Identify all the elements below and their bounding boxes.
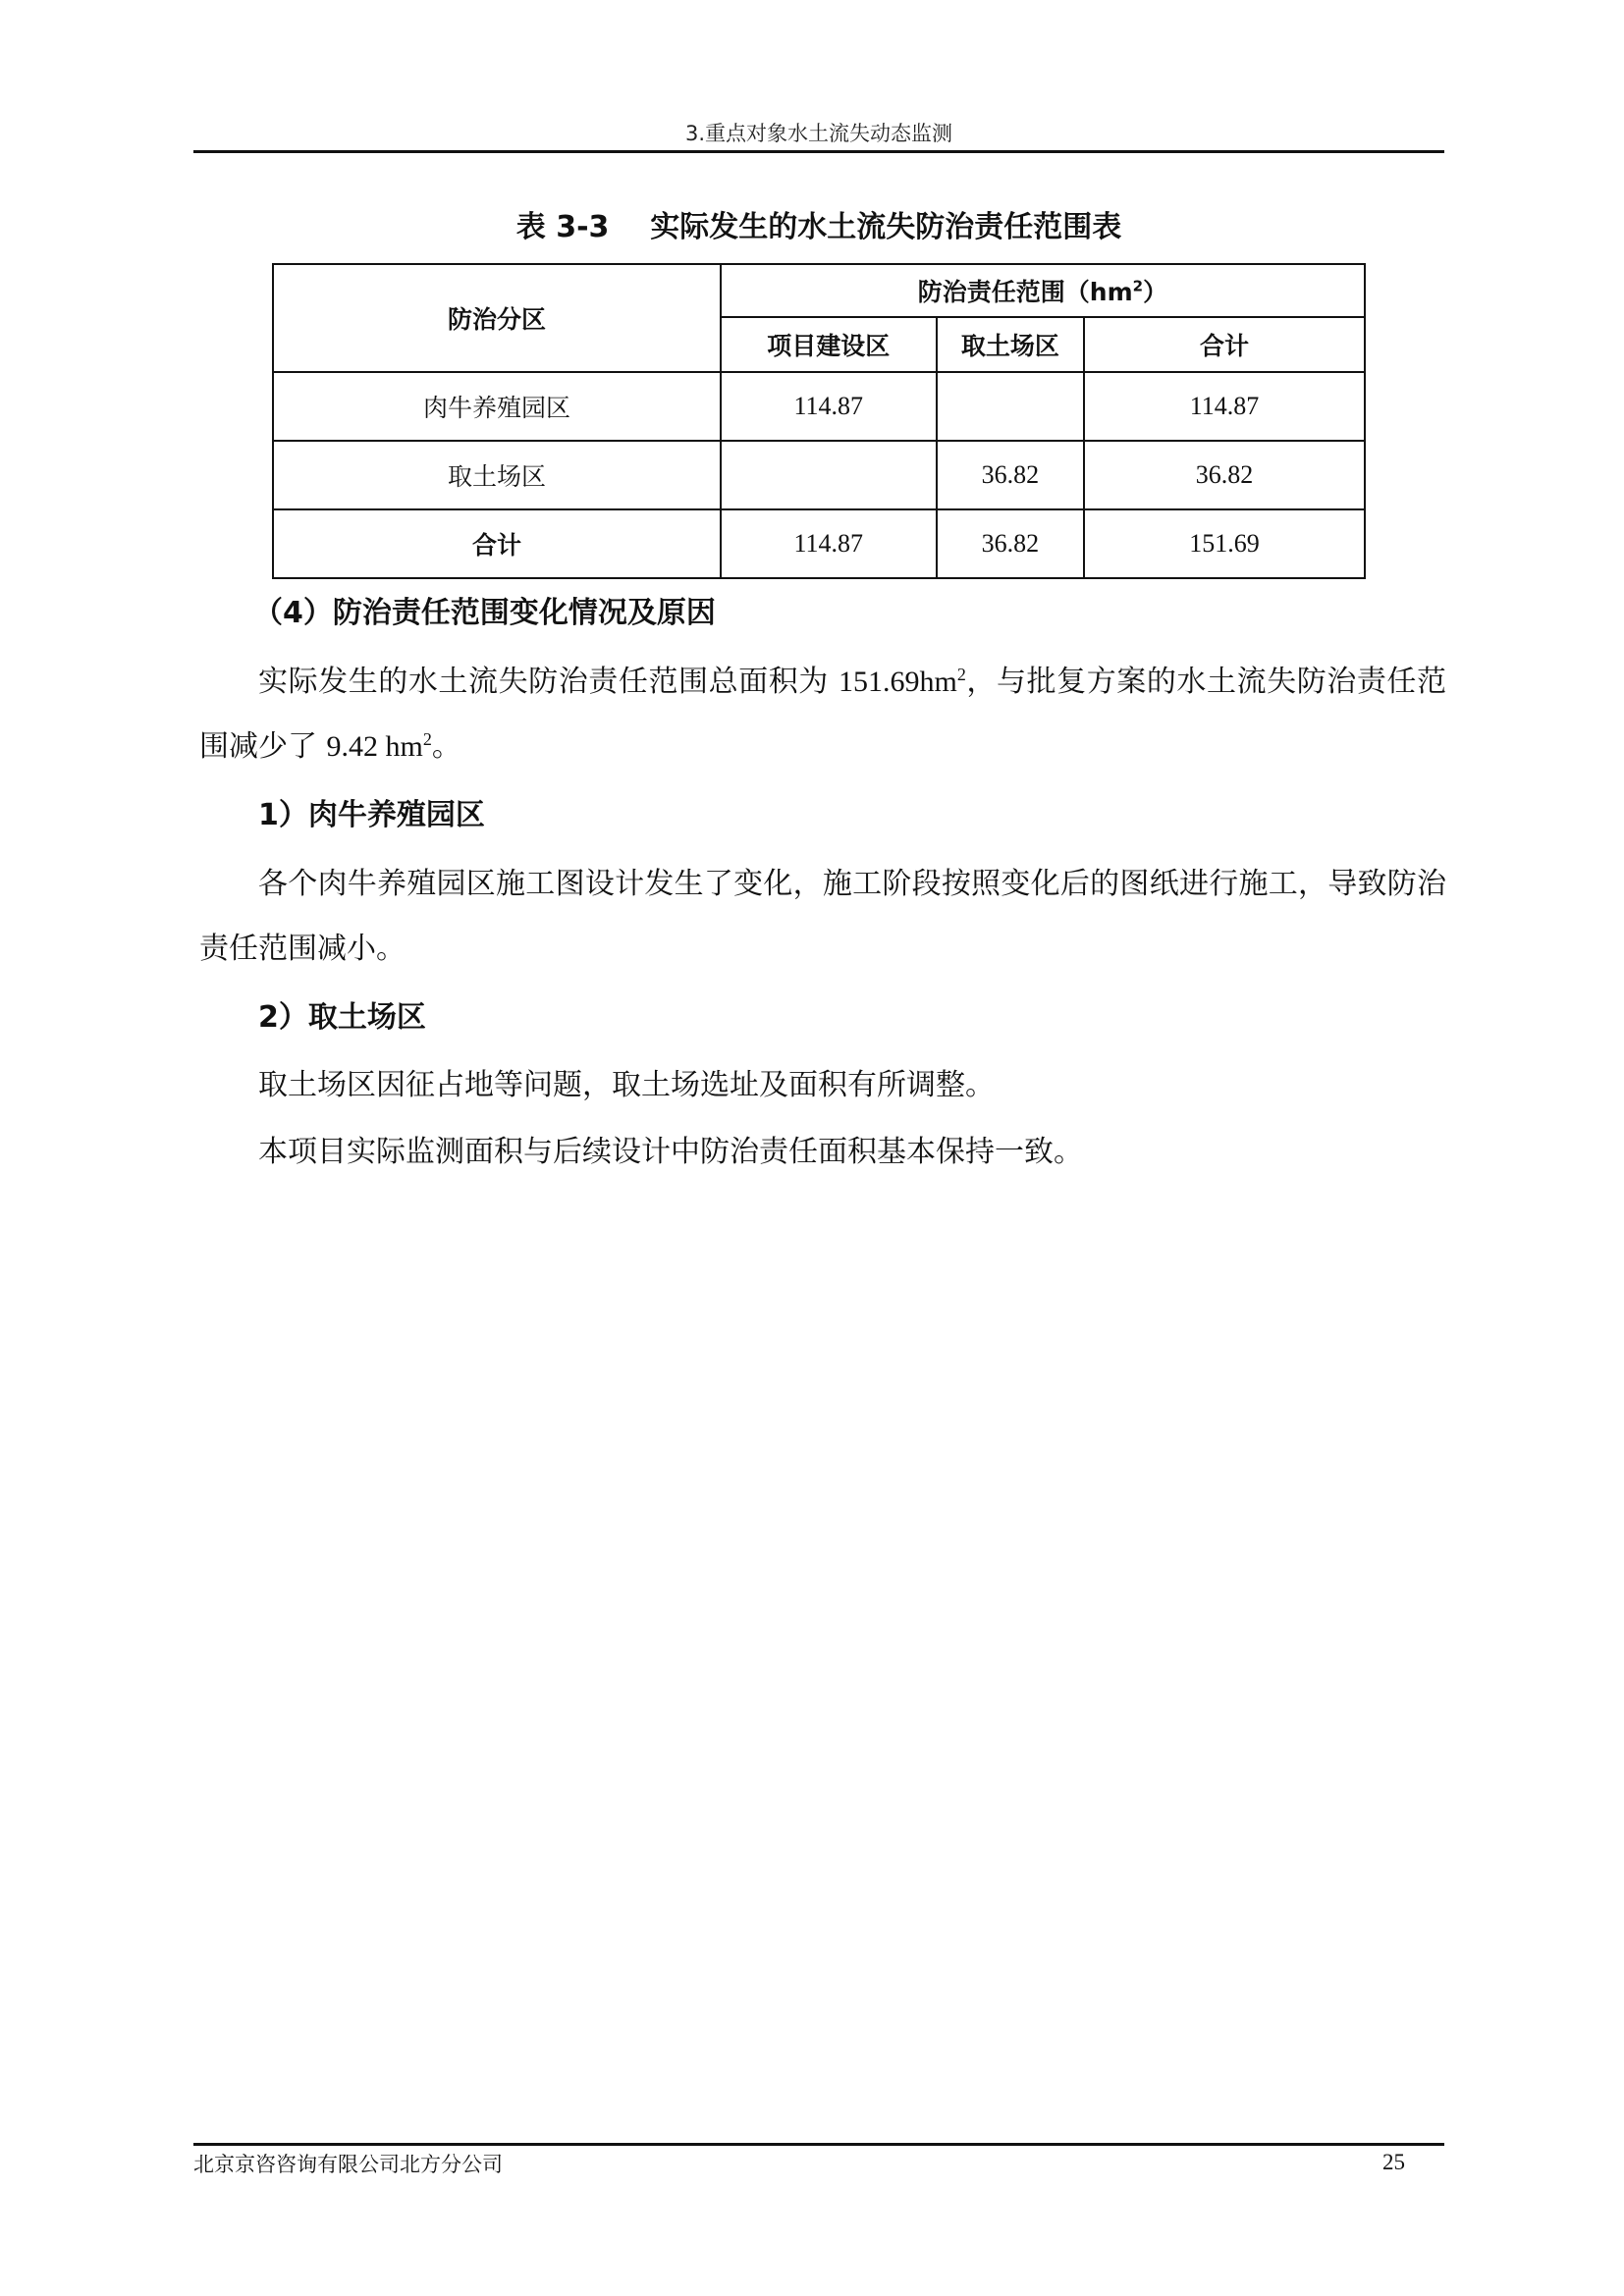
header-rule [193, 150, 1444, 153]
section-heading-4: （4）防治责任范围变化情况及原因 [253, 596, 716, 630]
reduction-value: 9.42 hm [326, 730, 423, 763]
footer-rule [193, 2143, 1444, 2146]
total-area-value: 151.69hm [839, 666, 957, 698]
table-row [273, 372, 1365, 441]
area-group-label-end: ） [1143, 278, 1168, 306]
subsection-2-paragraph-2: 本项目实际监测面积与后续设计中防治责任面积基本保持一致。 [258, 1135, 1083, 1169]
unit-superscript: 2 [422, 729, 432, 749]
project-area-cell: 114.87 [721, 509, 937, 578]
running-header: 3.重点对象水土流失动态监测 [684, 122, 953, 145]
zone-cell: 肉牛养殖园区 [273, 372, 721, 441]
responsibility-area-table [272, 263, 1366, 579]
footer-company-name: 北京京咨咨询有限公司北方分公司 [193, 2153, 503, 2176]
project-area-cell: 114.87 [721, 372, 937, 441]
para-text: 实际发生的水土流失防治责任范围总面积为 [258, 665, 839, 699]
table-total-row [273, 509, 1365, 578]
total-cell: 36.82 [1084, 441, 1365, 509]
borrow-area-cell: 36.82 [937, 441, 1084, 509]
para-text: ，与批复方案的水土流失防治责任范围减少了 [199, 665, 1447, 764]
zone-cell: 合计 [273, 509, 721, 578]
table-row [273, 441, 1365, 509]
area-group-label: 防治责任范围（hm [917, 278, 1133, 306]
subsection-heading-2: 2）取土场区 [258, 1000, 426, 1035]
area-unit-superscript: 2 [1132, 277, 1144, 295]
table-header-row [273, 264, 1365, 317]
zone-cell: 取土场区 [273, 441, 721, 509]
total-cell: 114.87 [1084, 372, 1365, 441]
project-area-cell [721, 441, 937, 509]
header-cell-project-area: 项目建设区 [721, 317, 937, 372]
subsection-1-paragraph: 各个肉牛养殖园区施工图设计发生了变化，施工阶段按照变化后的图纸进行施工，导致防治责任范围减小。 [199, 867, 1446, 966]
total-cell: 151.69 [1084, 509, 1365, 578]
table-caption: 表 3-3 实际发生的水土流失防治责任范围表 [515, 210, 1122, 244]
unit-superscript: 2 [956, 665, 966, 684]
subsection-2-paragraph-1: 取土场区因征占地等问题，取土场选址及面积有所调整。 [258, 1068, 995, 1102]
subsection-heading-1: 1）肉牛养殖园区 [258, 798, 485, 832]
header-cell-borrow-area: 取土场区 [937, 317, 1084, 372]
header-cell-area-group [721, 264, 1365, 317]
para-text: 。 [431, 729, 461, 764]
borrow-area-cell: 36.82 [937, 509, 1084, 578]
header-cell-zone: 防治分区 [273, 264, 721, 372]
header-cell-total: 合计 [1084, 317, 1365, 372]
page-number: 25 [1382, 2150, 1405, 2174]
borrow-area-cell [937, 372, 1084, 441]
section-4-paragraph [199, 650, 1446, 779]
